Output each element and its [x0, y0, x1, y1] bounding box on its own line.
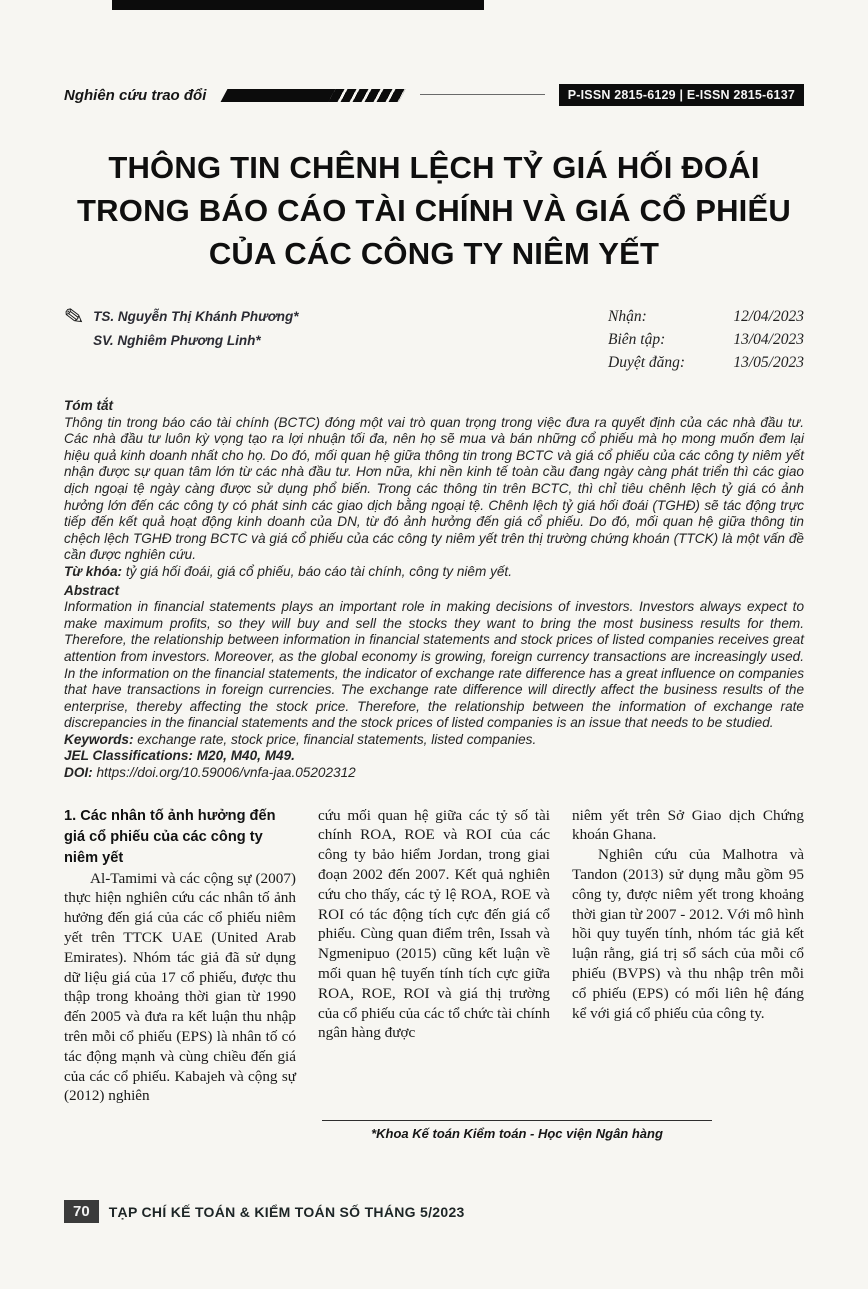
- body-column-2: [318, 806, 550, 1107]
- keywords-en-label: Keywords:: [64, 731, 134, 747]
- body-paragraph: Nghiên cứu của Malhotra và Tandon (2013) sử dụng mẫu gồm 95 công ty, được niêm yết trong khoảng thời gian từ 2007 - 2012. Với mô hình hồi quy tuyến tính, nhóm tác giả kết luận rằng, giá trị sổ sách của mỗi cổ phiếu (BVPS) và thu nhập trên mỗi cổ phiếu (EPS) có mối liên hệ đáng kể với giá cổ phiếu của công ty.: [572, 846, 804, 1022]
- date-value: 13/05/2023: [733, 354, 804, 371]
- date-row-edited: [608, 328, 804, 351]
- section-label: Nghiên cứu trao đổi: [64, 86, 207, 104]
- keywords-vi-line: [64, 564, 804, 581]
- abstract-english: [64, 583, 804, 782]
- doi-line: [64, 765, 804, 782]
- jel-line: [64, 748, 804, 765]
- keywords-vi-label: Từ khóa:: [64, 563, 123, 579]
- journal-issue-label: TẠP CHÍ KẾ TOÁN & KIỂM TOÁN SỐ THÁNG 5/2023: [108, 1203, 465, 1220]
- date-label: Nhận:: [608, 308, 647, 325]
- title-line-1: THÔNG TIN CHÊNH LỆCH TỶ GIÁ HỐI ĐOÁI: [108, 150, 760, 185]
- body-paragraph: Al-Tamimi và các cộng sự (2007) thực hiện nghiên cứu các nhân tố ảnh hưởng đến giá của các cổ phiếu niêm yết trên TTCK UAE (United Arab Emirates). Nhóm tác giả đã sử dụng dữ liệu giá của 17 cổ phiếu, được thu thập trong khoảng thời gian từ 1990 đến 2005 và đưa ra kết luận thu nhập trên mỗi cổ phiếu (EPS) là nhân tố có tác động mạnh và cùng chiều đến giá của các cổ phiếu. Kabajeh và cộng sự (2012) nghiên: [64, 869, 296, 1105]
- header-rule: [420, 94, 544, 95]
- body-paragraph: niêm yết trên Sở Giao dịch Chứng khoán Ghana.: [572, 806, 804, 844]
- body-column-1: [64, 806, 296, 1107]
- author-name-1: TS. Nguyễn Thị Khánh Phương*: [93, 309, 299, 324]
- jel-label: JEL Classifications:: [64, 748, 193, 764]
- abstract-vietnamese: [64, 398, 804, 581]
- abstract-vi-text: Thông tin trong báo cáo tài chính (BCTC) đóng một vai trò quan trọng trong việc đưa ra quyết định của các nhà đầu tư. Các nhà đầu tư luôn kỳ vọng tạo ra lợi nhuận tối đa, nên họ sẽ mua và bán những cổ phiếu mà họ mong muốn đem lại hiệu quả kinh doanh nhất cho họ. Do đó, mối quan hệ giữa thông tin trong BCTC và giá cổ phiếu của các công ty niêm yết nhận được sự quan tâm lớn từ các nhà đầu tư. Hơn nữa, khi nền kinh tế toàn cầu đang ngày càng phát triển thì các giao dịch ngoại tệ ngày càng được sử dụng phổ biến. Trong các thông tin trên BCTC, thì chỉ tiêu chênh lệch tỷ giá có ảnh hưởng lớn đến các công ty có phát sinh các giao dịch bằng ngoại tệ. Chênh lệch tỷ giá hối đoái (TGHĐ) sẽ tác động trực tiếp đến kết quả hoạt động kinh doanh của DN, từ đó ảnh hưởng đến giá cổ phiếu. Do đó, mối quan hệ giữa thông tin chệch lệch TGHĐ trong BCTC và giá cổ phiếu của các công ty niêm yết trên thị trường chứng khoán (TTCK) là một vấn đề cần được nghiên cứu.: [64, 414, 804, 563]
- keywords-vi-text: tỷ giá hối đoái, giá cổ phiếu, báo cáo tài chính, công ty niêm yết.: [122, 563, 512, 579]
- body-columns: [64, 806, 804, 1107]
- body-column-3: [572, 806, 804, 1107]
- page-number-badge: 70: [64, 1200, 99, 1223]
- pen-icon: ✎: [62, 301, 86, 333]
- date-label: Duyệt đăng:: [608, 354, 686, 371]
- abstract-vi-heading: Tóm tắt: [64, 398, 114, 413]
- section-heading: 1. Các nhân tố ảnh hưởng đến giá cổ phiếu của các công ty niêm yết: [64, 807, 276, 866]
- keywords-en-line: [64, 732, 804, 749]
- doi-label: DOI:: [64, 765, 93, 781]
- author-name-2: SV. Nghiêm Phương Linh*: [93, 333, 261, 348]
- date-row-approved: [608, 351, 804, 374]
- article-title: [64, 146, 804, 275]
- page-footer: [64, 1200, 465, 1223]
- header-stripe-decoration: [221, 89, 406, 102]
- abstract-en-text: Information in financial statements plays an important role in making decisions of investors. Investors always expect to make maximum profits, so they will buy and sell the stocks they want to bring the most business results for them. Therefore, the relationship between information in financial statements and stock prices of listed companies receives great attention from investors. Moreover, as the global economy is growing, foreign currency transactions are increasingly used. In the information on the financial statements, the indicator of exchange rate difference has a great influence on companies that have transactions in foreign currencies. The exchange rate difference will directly affect the business results of the enterprise, thereby affecting the stock price. Therefore, the relationship between the information of exchange rate discrepancies in the financial statements and the stock prices of listed companies is an issue that needs to be studied.: [64, 599, 804, 731]
- abstract-en-heading: Abstract: [64, 582, 120, 598]
- author-names: [93, 305, 298, 353]
- body-paragraph: cứu mối quan hệ giữa các tỷ số tài chính ROA, ROE và ROI của các công ty bảo hiểm Jordan, trong giai đoạn 2002 đến 2007. Kết quả nghiên cứu cho thấy, các tỷ lệ ROA, ROE và ROI có tác động tích cực đến giá cổ phiếu. Cùng quan điểm trên, Issah và Ngmenipuo (2015) cũng kết luận về mối quan hệ tuyến tính tích cực giữa ROA, ROE, ROI và giá thị trường của cổ phiếu của các tổ chức tài chính ngân hàng được: [318, 806, 550, 1042]
- title-line-2: TRONG BÁO CÁO TÀI CHÍNH VÀ GIÁ CỔ PHIẾU: [77, 193, 791, 228]
- dates-block: [608, 305, 804, 374]
- date-label: Biên tập:: [608, 331, 666, 348]
- doi-value: https://doi.org/10.59006/vnfa-jaa.05202312: [92, 765, 356, 781]
- scan-artifact-bar: [112, 0, 484, 10]
- keywords-en-text: exchange rate, stock price, financial statements, listed companies.: [133, 731, 537, 747]
- date-value: 13/04/2023: [733, 331, 804, 348]
- byline: [62, 301, 804, 374]
- date-row-received: [608, 305, 804, 328]
- page-header: [64, 84, 804, 106]
- authors-block: [62, 301, 299, 353]
- jel-values: M20, M40, M49.: [192, 748, 295, 764]
- date-value: 12/04/2023: [733, 308, 804, 325]
- author-affiliation-footnote: *Khoa Kế toán Kiểm toán - Học viện Ngân hàng: [322, 1120, 712, 1141]
- title-line-3: CỦA CÁC CÔNG TY NIÊM YẾT: [208, 236, 660, 271]
- issn-badge: P-ISSN 2815-6129 | E-ISSN 2815-6137: [559, 84, 804, 106]
